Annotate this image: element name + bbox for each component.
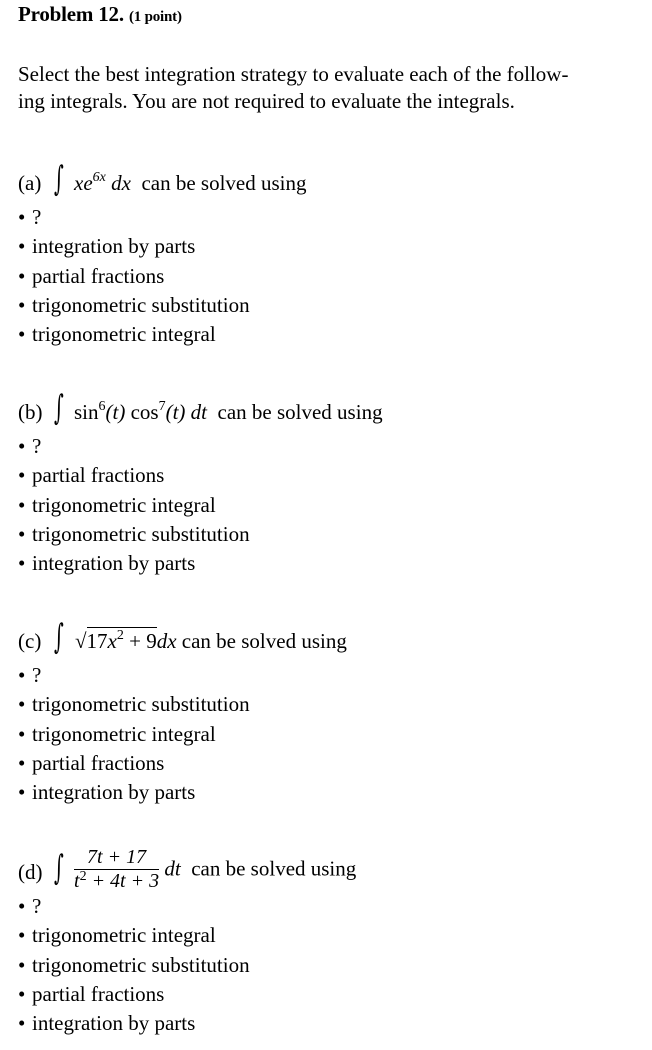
part-c-question [18, 617, 347, 661]
option[interactable]: • trigonometric substitution [18, 692, 250, 717]
option[interactable]: • trigonometric substitution [18, 292, 250, 317]
option[interactable]: • partial fractions [18, 750, 165, 775]
part-a-label: (a) [18, 171, 42, 195]
part-a-integrand: $xe^{6x}$ dx can be solved using [74, 170, 307, 195]
option-placeholder[interactable]: • ? [18, 205, 42, 229]
sqrt-icon: √ [75, 629, 87, 653]
option-placeholder[interactable]: • ? [18, 663, 42, 687]
problem-title [18, 2, 182, 27]
part-c [18, 617, 347, 807]
option[interactable]: • trigonometric integral [18, 322, 216, 347]
part-d-integrand: $\frac{7t + 17}{t^2 + 4t + 3}$ dt can be solved using [74, 846, 356, 895]
part-d-label: (d) [18, 860, 43, 884]
problem-number: Problem 12. [18, 2, 124, 26]
part-d [18, 846, 357, 1038]
problem-points: (1 point) [128, 9, 182, 25]
option[interactable]: • integration by parts [18, 551, 196, 576]
part-c-integrand: $√17x^2 + 9dx$ can be solved using [75, 628, 347, 653]
option[interactable]: • trigonometric integral [18, 721, 216, 746]
part-c-label: (c) [18, 629, 42, 653]
option[interactable]: • trigonometric substitution [18, 521, 250, 546]
integral-sign-icon: ∫ [54, 388, 64, 428]
part-a-question [18, 159, 307, 203]
part-b-question [18, 388, 383, 432]
option[interactable]: • trigonometric integral [18, 492, 216, 517]
option[interactable]: • partial fractions [18, 981, 165, 1006]
option[interactable]: • partial fractions [18, 463, 165, 488]
part-b-suffix: can be solved using [217, 400, 383, 424]
part-b-select[interactable] [18, 432, 250, 578]
part-b-label: (b) [18, 400, 43, 424]
option[interactable]: • trigonometric integral [18, 923, 216, 948]
part-d-select[interactable] [18, 892, 250, 1038]
option[interactable]: • integration by parts [18, 780, 196, 805]
part-d-question [18, 846, 357, 896]
option[interactable]: • integration by parts [18, 234, 196, 259]
integral-sign-icon: ∫ [54, 848, 64, 888]
part-b [18, 388, 383, 578]
option[interactable]: • partial fractions [18, 263, 165, 288]
part-b-integrand: $\sin^6(t)$ $\cos^7(t)$ dt can be solved using [74, 399, 383, 424]
part-c-select[interactable] [18, 661, 250, 807]
problem-instructions [18, 61, 638, 115]
integral-sign-icon: ∫ [54, 617, 64, 657]
part-a-suffix: can be solved using [141, 171, 307, 195]
fraction: $\frac{7t + 17}{t^2 + 4t + 3}$ [74, 846, 160, 892]
part-c-suffix: can be solved using [181, 629, 347, 653]
part-a-select[interactable] [18, 203, 250, 349]
option[interactable]: • trigonometric substitution [18, 952, 250, 977]
part-a [18, 159, 307, 349]
option[interactable]: • integration by parts [18, 1011, 196, 1036]
instructions-line-1: Select the best integration strategy to evaluate each of the follow- [18, 62, 569, 86]
instructions-line-2: ing integrals. You are not required to evaluate the integrals. [18, 89, 515, 113]
option-placeholder[interactable]: • ? [18, 434, 42, 458]
part-d-suffix: can be solved using [191, 856, 357, 881]
integral-sign-icon: ∫ [54, 159, 64, 199]
option-placeholder[interactable]: • ? [18, 894, 42, 918]
